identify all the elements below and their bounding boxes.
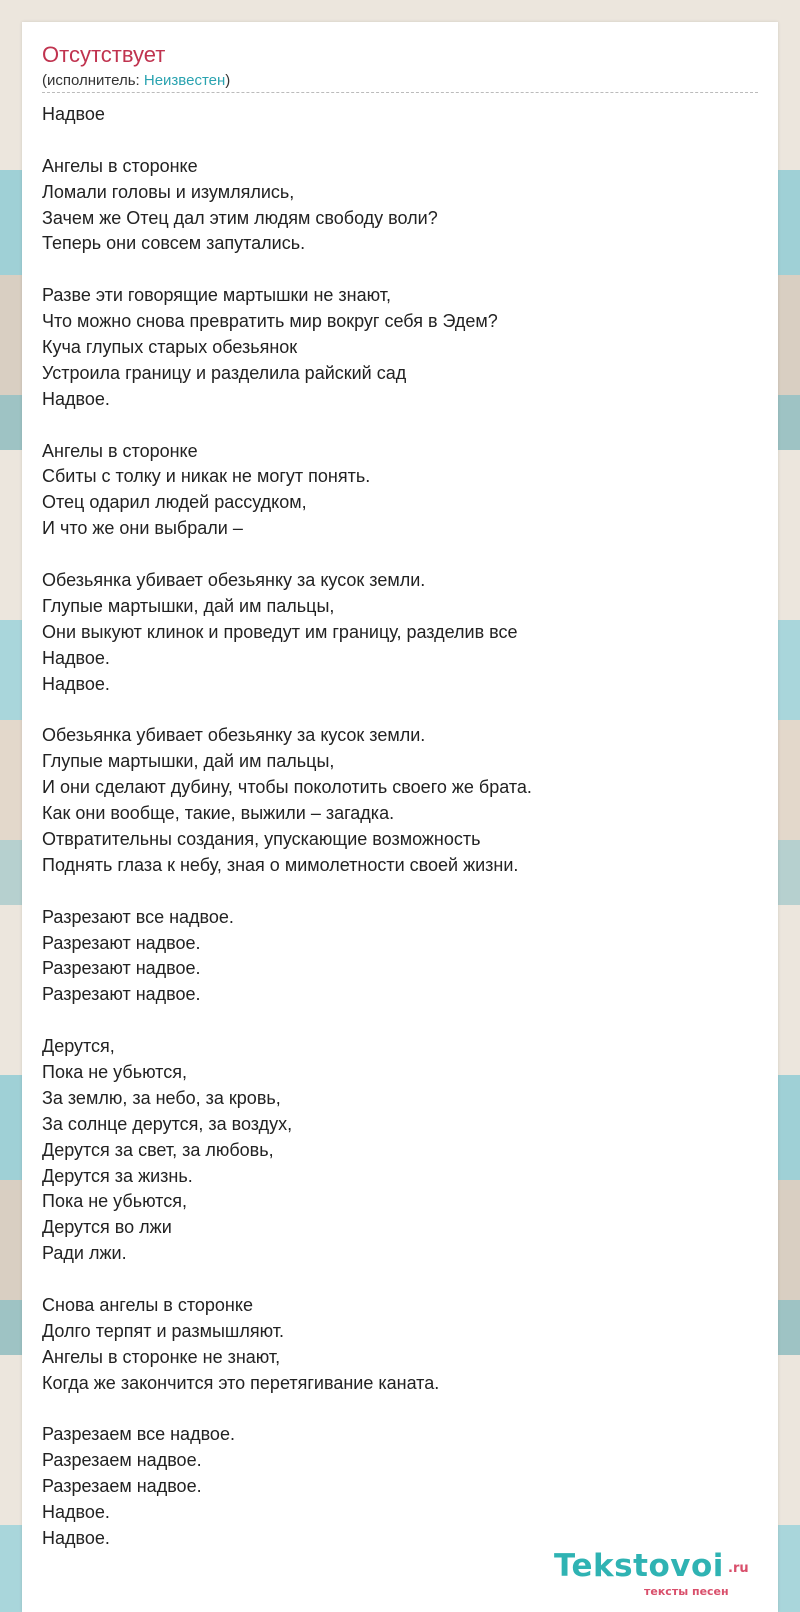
lyric-line: За солнце дерутся, за воздух, (42, 1113, 293, 1134)
artist-suffix: ) (225, 72, 231, 89)
lyric-blank-line (42, 413, 758, 439)
lyric-line: Обезьянка убивает обезьянку за кусок земли. (42, 570, 426, 591)
lyric-line: Разрезаем все надвое. (42, 1424, 235, 1445)
lyric-line: Надвое. (42, 647, 110, 668)
lyric-line: Ради лжи. (42, 1243, 127, 1264)
lyric-line: Теперь они совсем запутались. (42, 233, 306, 254)
lyric-line: Глупые мартышки, дай им пальцы, (42, 595, 335, 616)
lyric-line: Пока не убьются, (42, 1191, 187, 1212)
lyric-line: Когда же закончится это перетягивание каната. (42, 1372, 440, 1393)
artist-prefix: (исполнитель: (42, 72, 144, 89)
lyric-blank-line (42, 879, 758, 905)
lyric-line: И они сделают дубину, чтобы поколотить своего же брата. (42, 777, 532, 798)
logo-tagline: тексты песен (644, 1585, 729, 1598)
artist-link[interactable]: Неизвестен (143, 72, 226, 89)
site-logo[interactable] (554, 1548, 784, 1608)
lyric-line: Дерутся за жизнь. (42, 1165, 193, 1186)
logo-domain: .ru (728, 1561, 749, 1576)
lyric-line: Надвое (42, 104, 105, 124)
lyric-line: Поднять глаза к небу, зная о мимолетности своей жизни. (42, 854, 519, 875)
logo-wordmark: Tekstovoi (554, 1548, 724, 1584)
artist-line (42, 72, 230, 89)
lyric-line: Надвое. (42, 1502, 110, 1523)
lyric-line: Разрезаем надвое. (42, 1450, 202, 1471)
lyric-line: Глупые мартышки, дай им пальцы, (42, 751, 335, 772)
lyric-line: Обезьянка убивает обезьянку за кусок земли. (42, 725, 426, 746)
lyric-line: Снова ангелы в сторонке (42, 1294, 253, 1315)
header-divider (42, 92, 758, 93)
lyric-line: И что же они выбрали – (42, 518, 243, 539)
lyric-line: Зачем же Отец дал этим людям свободу воли? (42, 207, 438, 228)
lyric-line: Куча глупых старых обезьянок (42, 337, 298, 358)
lyric-line: Что можно снова превратить мир вокруг себя в Эдем? (42, 311, 498, 332)
lyric-line: Устроила границу и разделила райский сад (42, 362, 407, 383)
lyric-line: Разрезаем надвое. (42, 1476, 202, 1497)
lyric-line: Разрезают все надвое. (42, 906, 234, 927)
lyric-line: Они выкуют клинок и проведут им границу, разделив все (42, 621, 518, 642)
lyric-line: Долго терпят и размышляют. (42, 1320, 284, 1341)
lyric-line: Дерутся во лжи (42, 1217, 172, 1238)
lyric-line: Ломали головы и изумлялись, (42, 181, 295, 202)
lyric-line: Ангелы в сторонке (42, 440, 198, 461)
lyric-line: Отец одарил людей рассудком, (42, 492, 307, 513)
lyric-blank-line (42, 542, 758, 568)
lyric-blank-line (42, 257, 758, 283)
lyric-line: Как они вообще, такие, выжили – загадка. (42, 803, 395, 824)
lyric-line: Надвое. (42, 673, 110, 694)
lyric-blank-line (42, 697, 758, 723)
lyric-line: Пока не убьются, (42, 1061, 187, 1082)
lyrics-card (22, 22, 778, 1612)
lyric-line: Ангелы в сторонке (42, 155, 198, 176)
lyric-line: Дерутся за свет, за любовь, (42, 1139, 274, 1160)
lyric-blank-line (42, 1008, 758, 1034)
lyric-line: За землю, за небо, за кровь, (42, 1087, 281, 1108)
lyric-line: Разрезают надвое. (42, 932, 201, 953)
lyric-line: Отвратительны создания, упускающие возможность (42, 828, 481, 849)
lyric-blank-line (42, 128, 758, 154)
lyric-line: Разрезают надвое. (42, 958, 201, 979)
lyric-blank-line (42, 1267, 758, 1293)
lyric-line: Разве эти говорящие мартышки не знают, (42, 285, 391, 306)
song-title: Отсутствует (42, 42, 166, 67)
lyric-line: Дерутся, (42, 1036, 115, 1057)
lyric-line: Сбиты с толку и никак не могут понять. (42, 466, 371, 487)
lyric-blank-line (42, 1397, 758, 1423)
lyric-line: Надвое. (42, 388, 110, 409)
lyric-line: Разрезают надвое. (42, 984, 201, 1005)
lyric-line: Ангелы в сторонке не знают, (42, 1346, 281, 1367)
lyric-line: Надвое. (42, 1527, 110, 1548)
lyrics-text (42, 102, 758, 1552)
